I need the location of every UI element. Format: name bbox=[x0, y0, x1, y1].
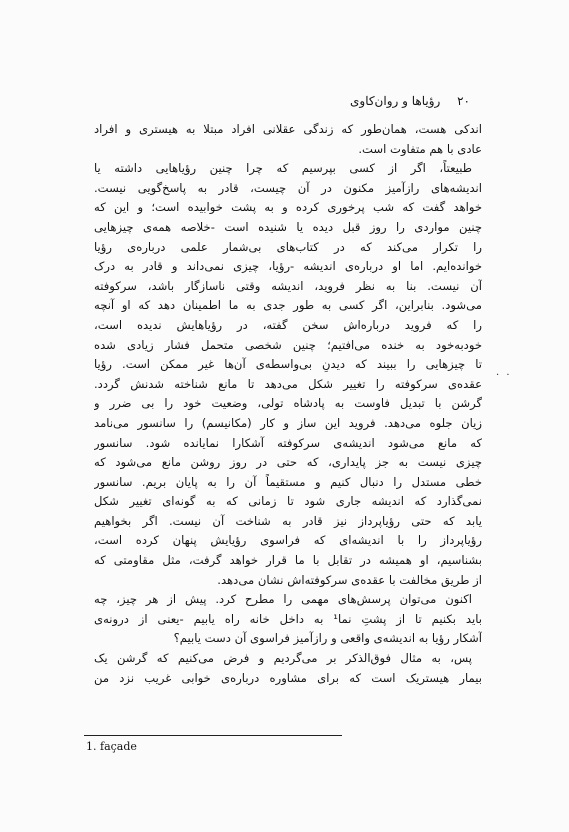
margin-mark: · · bbox=[496, 370, 512, 381]
text-line: را که فروید درباره‌اش سخن گفته، در رؤیاهایش ندیده است، bbox=[94, 317, 482, 332]
text-line: تا چیزهایی را ببیند که دیدنِ بی‌واسطه‌ی آن‌ها غیر ممکن است. رؤیا bbox=[94, 357, 482, 372]
text-line: بشناسیم، او همیشه در تقابل با ما قرار خواهد گرفت، مثل مقاومتی که bbox=[94, 553, 482, 568]
text-line: خطی مستدل را دنبال کنیم و مستقیماً آن را به پایان بریم. سانسور bbox=[94, 474, 482, 489]
text-line: پس، به مثال فوق‌الذکر بر می‌گردیم و فرض می‌کنیم که گرشن یک bbox=[94, 651, 472, 666]
text-line: بیمار هیستریک است که برای مشاوره درباره‌ی خوابی غریب نزد من bbox=[94, 670, 482, 685]
running-header bbox=[350, 94, 470, 108]
text-line: اکنون می‌توان پرسش‌های مهمی را مطرح کرد. پیش از هر چیز، چه bbox=[94, 592, 472, 607]
text-line: زیان جلوه می‌دهد. فروید این ساز و کار (مکانیسم) را سانسور می‌نامد bbox=[94, 415, 482, 430]
text-line: خوانده‌ایم. اما او درباره‌ی اندیشه -رؤیا، چیزی نمی‌داند و قادر به درک bbox=[94, 259, 482, 274]
text-line: را تکرار می‌کند که در کتاب‌های بی‌شمار علمی درباره‌ی رؤیا bbox=[94, 239, 482, 254]
text-line: یابد که حتی رؤیاپرداز نیز قادر به شناخت آن نیست. اگر بخواهیم bbox=[94, 513, 482, 528]
text-line: آن نیست. بنا به نظر فروید، اندیشه وقتی ناسازگار باشد، سرکوفته bbox=[94, 278, 482, 293]
text-line: خودبه‌خود به خنده می‌افتیم؛ چنین شخصی متحمل فشار زیادی شده bbox=[94, 337, 482, 352]
text-line: اندیشه‌های رازآمیز مکنون در آن چیست، قادر به پاسخ‌گویی نیست. bbox=[94, 180, 482, 195]
body-text bbox=[94, 120, 482, 688]
text-line: عقده‌ی سرکوفته را تغییر شکل می‌دهد تا مانع شناخته شدنش گردد. bbox=[94, 376, 482, 391]
text-line: گرشن با تبدیل فاوست به پادشاه تولی، وضعیت خود را بی ضرر و bbox=[94, 396, 482, 411]
text-line: عادی با هم متفاوت است. bbox=[358, 141, 482, 156]
text-line: که مانع می‌شود اندیشه‌ی سرکوفته آشکارا نمایانده شود. سانسور bbox=[94, 435, 482, 450]
text-line: از طریق مخالفت با عقده‌ی سرکوفته‌اش نشان می‌دهد. bbox=[217, 572, 482, 587]
text-line: می‌شود. بنابراین، اگر کسی به طور جدی به ما اطمینان دهد که او آنچه bbox=[94, 298, 482, 313]
text-line: طبیعتاً، اگر از کسی بپرسیم که چرا چنین رؤیاهایی داشته یا bbox=[94, 161, 472, 176]
text-line: چیزی نیست به جز پایداری، که حتی در روز روشن مانع می‌شود که bbox=[94, 455, 482, 470]
page-number: ۲۰ bbox=[457, 94, 470, 108]
text-line: آشکار رؤیا به اندیشه‌ی واقعی و رازآمیز فراسوی آن دست یابیم؟ bbox=[173, 631, 482, 646]
text-line: نمی‌گذارد که اندیشه جاری شود تا زمانی که به گونه‌ای تغییر شکل bbox=[94, 494, 482, 509]
text-line: رؤیاپرداز را با اندیشه‌ای که فراسوی رؤیایش پنهان کرده است، bbox=[94, 533, 482, 548]
footnote-rule bbox=[84, 735, 342, 736]
running-title: رؤیاها و روان‌کاوی bbox=[350, 94, 441, 108]
text-line: خواهد گفت که شب پرخوری کرده و به پشت خوابیده است؛ و این که bbox=[94, 200, 482, 215]
text-line: اندکی هست، همان‌طور که زندگی عقلانی افراد مبتلا به هیستری و افراد bbox=[94, 122, 482, 136]
text-line: چنین مواردی را روز قبل دیده یا شنیده است -خلاصه همه‌ی چیزهایی bbox=[94, 219, 482, 234]
footnote: 1. façade bbox=[86, 740, 137, 753]
text-line: باید بکنیم تا از پشتِ نما¹ به داخل خانه راه یابیم -یعنی از درونه‌ی bbox=[94, 611, 482, 626]
